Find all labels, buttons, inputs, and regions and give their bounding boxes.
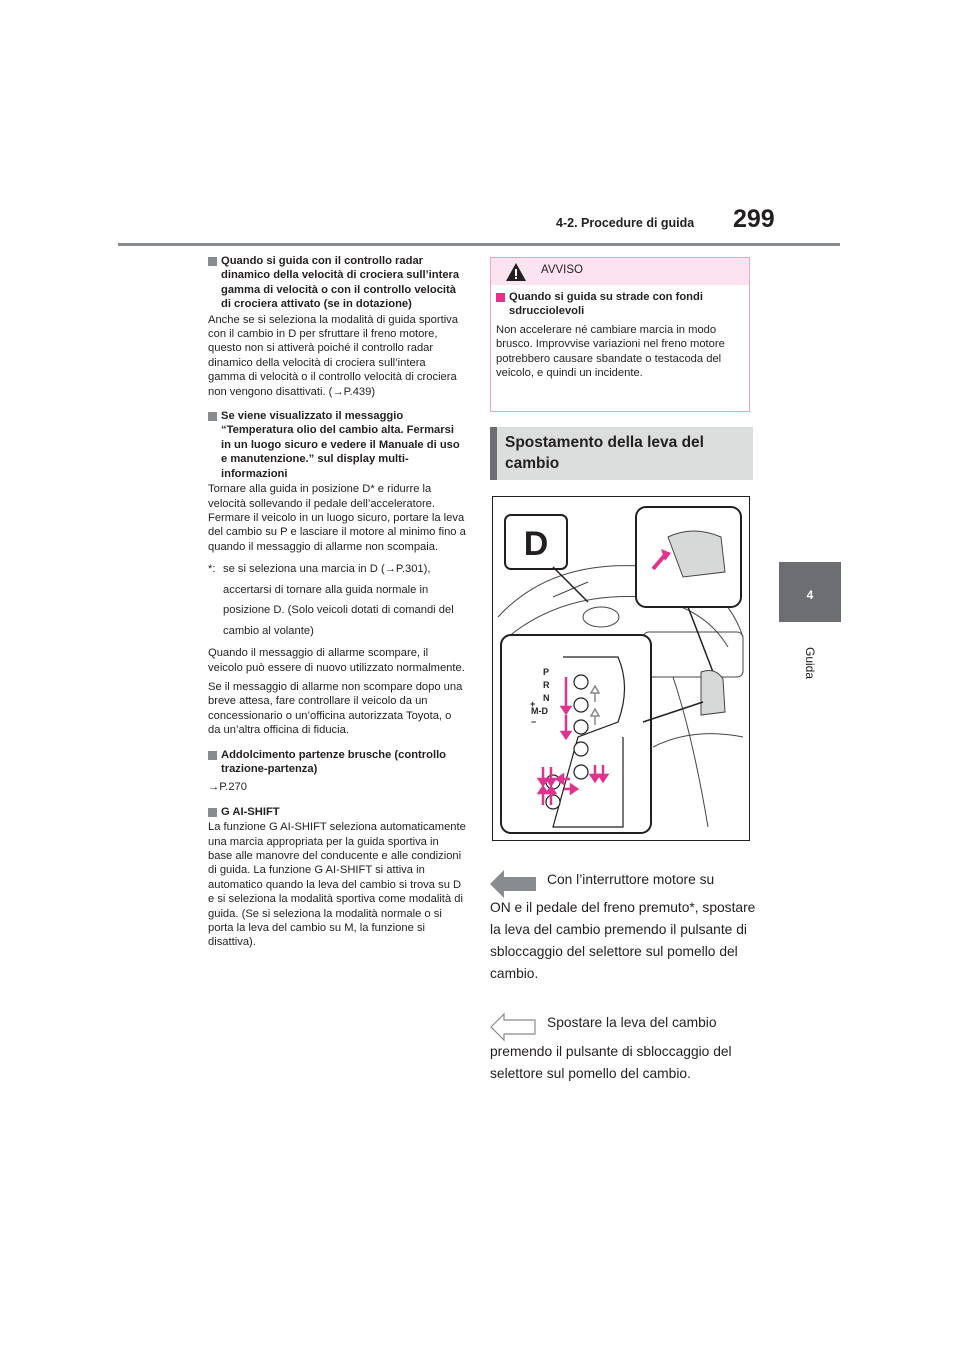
shift-lever-illustration: [493, 497, 749, 840]
gate-label-p: P: [543, 667, 550, 677]
header-rule: [118, 243, 840, 246]
bullet-square-icon: [208, 412, 217, 421]
step-1-text: ON e il pedale del freno premuto*, spostare la leva del cambio premendo il pulsante di sbloccaggio del selettore sul pomello del cambio.: [490, 900, 756, 981]
bullet-square-icon: [208, 751, 217, 760]
chapter-tab: 4: [779, 562, 841, 622]
section-title: Spostamento della leva del cambio: [490, 427, 753, 480]
paragraph: Anche se si seleziona la modalità di guida sportiva con il cambio in D per sfruttare il freno motore, questo non si attiverà poiché il controllo radar dinamico della velocità di crociera sull’intera gamma di velocità o il controllo velocità di crociera non vengono disattivati. (→P.439): [208, 313, 458, 398]
shift-lever-figure: [492, 496, 750, 841]
page-number: 299: [733, 205, 775, 233]
paragraph: La funzione G AI-SHIFT seleziona automaticamente una marcia appropriata per la guida sportiva in base alle manovre del conducente e alle condizioni di guida. La funzione G AI-SHIFT si attiva in automatico quando la leva del cambio si trova su D e si seleziona la modalità sportiva come modalità di guida. (Se si seleziona la modalità normale o si porta la leva del cambio su M, la funzione si disattiva).: [208, 821, 466, 949]
gate-label-md: M-D: [531, 706, 548, 716]
paragraph: Se il messaggio di allarme non scompare dopo una breve attesa, fare controllare il veicolo da un concessionario o un’officina autorizzata Toyota, o da un’altra officina di fiducia.: [208, 680, 463, 737]
paragraph-reference: →P.270: [208, 781, 247, 794]
warning-box: [490, 257, 750, 412]
paragraph: Quando il messaggio di allarme scompare, il veicolo può essere di nuovo utilizzato normalmente.: [208, 647, 465, 674]
header-section-title: 4-2. Procedure di guida: [556, 216, 695, 230]
paragraph: Tornare alla guida in posizione D* e ridurre la velocità sollevando il pedale dell’acceleratore. Fermare il veicolo in un luogo sicuro, portare la leva del cambio su P e lasciare il motore al minimo fino a quando il messaggio di allarme non scompaia.: [208, 483, 466, 553]
step-arrow-filled-icon: [490, 869, 536, 899]
bullet-square-icon: [208, 808, 217, 817]
step-1: [490, 869, 760, 985]
step-arrow-outline-icon: [490, 1012, 536, 1042]
gate-label-plus: +: [530, 699, 536, 709]
warning-triangle-icon: [505, 262, 527, 282]
step-1-lead: Con l’interruttore motore su: [547, 872, 715, 887]
gate-label-minus: −: [531, 717, 537, 727]
bullet-square-icon: [208, 257, 217, 266]
warning-header: [491, 258, 749, 285]
footnote-marker: *:: [208, 563, 216, 576]
heading-oil-temperature: Se viene visualizzato il messaggio “Temperatura olio del cambio alta. Fermarsi in un luogo sicuro e vedere il Manuale di uso e manutenzione.” sul display multi-informazioni: [208, 409, 466, 481]
step-2-lead: Spostare la leva del cambio: [547, 1015, 717, 1030]
callout-gear-d: D: [523, 525, 549, 563]
heading-g-ai-shift: G AI-SHIFT: [208, 805, 466, 819]
warning-title: AVVISO: [541, 264, 583, 276]
heading-radar-cruise: Quando si guida con il controllo radar dinamico della velocità di crociera sull’intera gamma di velocità o con il controllo velocità di crociera attivato (se in dotazione): [208, 254, 466, 312]
step-2: [490, 1012, 760, 1085]
warning-heading: Quando si guida su strade con fondi sdrucciolevoli: [496, 290, 744, 319]
footnote: *: se si seleziona una marcia in D (→P.301), accertarsi di tornare alla guida normale in posizione D. (Solo veicoli dotati di comandi del cambio al volante): [208, 559, 466, 641]
bullet-square-icon: [496, 293, 505, 302]
left-column: [208, 254, 466, 955]
warning-text: Non accelerare né cambiare marcia in modo brusco. Improvvise variazioni nel freno motore potrebbero causare sbandate o testacoda del veicolo, e quindi un incidente.: [496, 323, 725, 380]
step-2-text: premendo il pulsante di sbloccaggio del selettore sul pomello del cambio.: [490, 1044, 732, 1081]
chapter-label: Guida: [803, 646, 817, 680]
gate-label-n: N: [543, 693, 550, 703]
heading-start-control: Addolcimento partenze brusche (controllo trazione-partenza): [208, 748, 466, 777]
gate-label-r: R: [543, 680, 550, 690]
